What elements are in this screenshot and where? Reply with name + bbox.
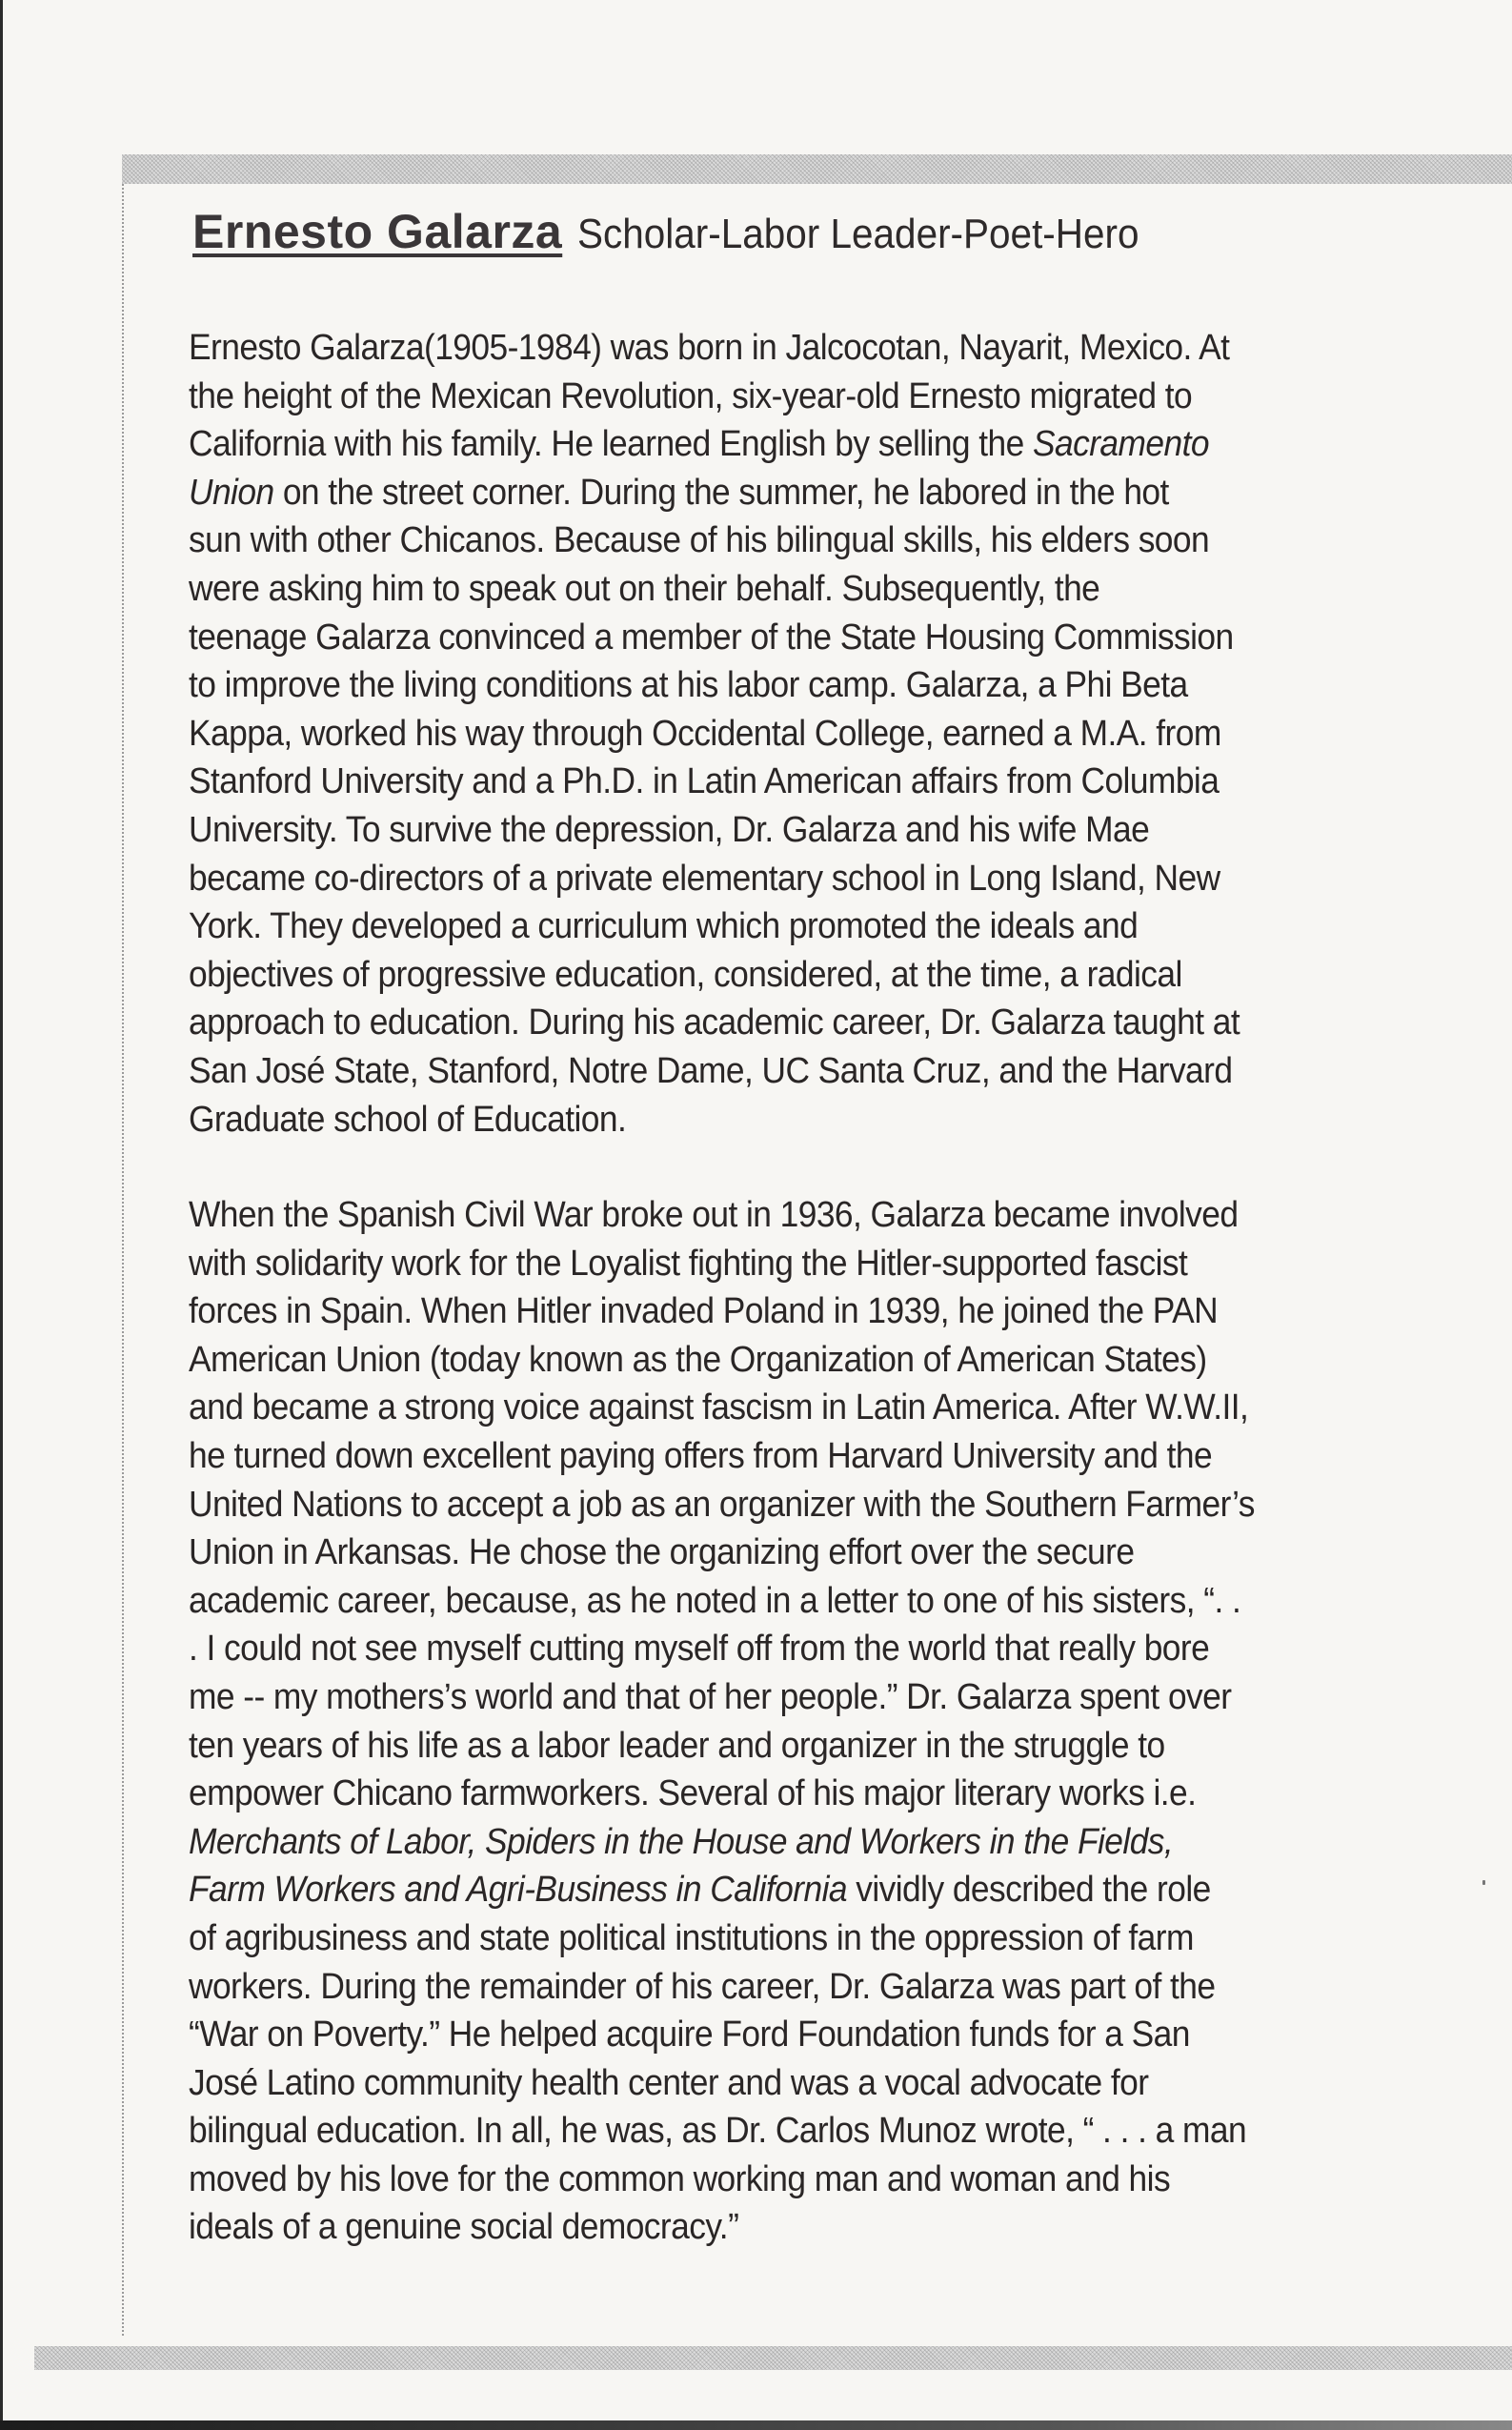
body-text-segment: sun with other Chicanos. Because of his bilingual skills, his elders soon xyxy=(189,520,1210,561)
body-text-segment: forces in Spain. When Hitler invaded Poland in 1939, he joined the PAN xyxy=(189,1291,1219,1332)
text-line xyxy=(189,710,1421,759)
body-text-segment: United Nations to accept a job as an organizer with the Southern Farmer’s xyxy=(189,1484,1255,1525)
bottom-shaded-bar xyxy=(34,2346,1512,2370)
body-text-segment: with solidarity work for the Loyalist fighting the Hitler-supported fascist xyxy=(189,1243,1188,1284)
body-text-segment: Graduate school of Education. xyxy=(189,1099,627,1140)
body-text-segment: the height of the Mexican Revolution, six-year-old Ernesto migrated to xyxy=(189,375,1193,416)
body-text-segment: San José State, Stanford, Notre Dame, UC Santa Cruz, and the Harvard xyxy=(189,1050,1233,1091)
paragraph-2 xyxy=(189,1191,1512,2252)
body-text-segment: Kappa, worked his way through Occidental College, earned a M.A. from xyxy=(189,713,1221,754)
body-text-segment: vividly described the role xyxy=(846,1870,1211,1911)
text-line xyxy=(189,661,1421,710)
text-line xyxy=(189,2156,1421,2204)
body-text-segment: academic career, because, as he noted in a letter to one of his sisters, “. . xyxy=(189,1580,1241,1621)
text-line xyxy=(189,999,1421,1047)
body-text-segment: Union in Arkansas. He chose the organizing effort over the secure xyxy=(189,1532,1135,1573)
text-line xyxy=(189,1866,1421,1914)
scan-page-edge-left xyxy=(0,0,3,2430)
body-text-segment: were asking him to speak out on their behalf. Subsequently, the xyxy=(189,568,1100,609)
title-subtitle: Scholar-Labor Leader-Poet-Hero xyxy=(577,211,1139,257)
paragraph-1 xyxy=(189,324,1512,1144)
text-line xyxy=(189,1529,1421,1577)
body-text-segment: teenage Galarza convinced a member of the State Housing Commission xyxy=(189,617,1234,658)
title-name: Ernesto Galarza xyxy=(192,205,563,258)
italic-title-text: Sacramento xyxy=(1032,424,1209,465)
body-text-segment: on the street corner. During the summer, he labored in the hot xyxy=(273,472,1169,513)
text-line xyxy=(189,516,1421,565)
text-line xyxy=(189,2011,1421,2059)
body-text-segment: York. They developed a curriculum which promoted the ideals and xyxy=(189,906,1139,947)
page-title xyxy=(192,204,1188,259)
body-text-segment: to improve the living conditions at his labor camp. Galarza, a Phi Beta xyxy=(189,665,1188,706)
text-line xyxy=(189,420,1421,469)
text-line xyxy=(189,1577,1421,1626)
text-line xyxy=(189,614,1421,662)
text-line xyxy=(189,1240,1421,1288)
body-text-segment: objectives of progressive education, considered, at the time, a radical xyxy=(189,954,1182,995)
body-text-segment: bilingual education. In all, he was, as Dr. Carlos Munoz wrote, “ . . . a man xyxy=(189,2111,1247,2152)
text-line xyxy=(189,373,1421,421)
body-text-segment: empower Chicano farmworkers. Several of his major literary works i.e. xyxy=(189,1773,1197,1814)
text-line xyxy=(189,758,1421,806)
text-line xyxy=(189,1625,1421,1673)
scan-speck xyxy=(1482,1880,1485,1885)
text-line xyxy=(189,1673,1421,1722)
body-text-segment: became co-directors of a private elementary school in Long Island, New xyxy=(189,858,1220,899)
text-line xyxy=(189,1047,1421,1096)
text-line xyxy=(189,806,1421,855)
text-line xyxy=(189,855,1421,903)
body-text-segment: Stanford University and a Ph.D. in Latin American affairs from Columbia xyxy=(189,761,1220,802)
text-line xyxy=(189,1914,1421,1963)
text-line xyxy=(189,1096,1421,1144)
text-line xyxy=(189,469,1421,517)
text-line xyxy=(189,1384,1421,1432)
body-text-segment: . I could not see myself cutting myself off from the world that really bore xyxy=(189,1629,1210,1670)
body-text-segment: “War on Poverty.” He helped acquire Ford Foundation funds for a San xyxy=(189,2015,1190,2055)
scan-page-edge-bottom xyxy=(0,2420,1512,2430)
body-text-segment: ideals of a genuine social democracy.” xyxy=(189,2207,739,2248)
text-line xyxy=(189,2203,1421,2252)
body-text-segment: of agribusiness and state political institutions in the oppression of farm xyxy=(189,1917,1194,1958)
body-text-segment: American Union (today known as the Organization of American States) xyxy=(189,1339,1207,1380)
body-text-segment: workers. During the remainder of his career, Dr. Galarza was part of the xyxy=(189,1966,1216,2007)
text-line xyxy=(189,324,1421,373)
body-text-segment: University. To survive the depression, Dr. Galarza and his wife Mae xyxy=(189,809,1150,850)
italic-title-text: Union xyxy=(189,472,274,513)
body-text-segment: moved by his love for the common working man and woman and his xyxy=(189,2158,1171,2199)
italic-title-text: Farm Workers and Agri-Business in California xyxy=(189,1870,847,1911)
body-text-segment: me -- my mothers’s world and that of her people.” Dr. Galarza spent over xyxy=(189,1676,1232,1717)
text-line xyxy=(189,1191,1421,1240)
body-text-segment: California with his family. He learned English by selling the xyxy=(189,424,1033,465)
text-line xyxy=(189,1770,1421,1818)
italic-title-text: Merchants of Labor, Spiders in the House and Workers in the Fields, xyxy=(189,1821,1174,1862)
text-line xyxy=(189,951,1421,1000)
text-line xyxy=(189,902,1421,951)
text-line xyxy=(189,1818,1421,1867)
text-line xyxy=(189,2107,1421,2156)
text-line xyxy=(189,1722,1421,1771)
text-line xyxy=(189,1963,1421,2012)
body-text-segment: José Latino community health center and was a vocal advocate for xyxy=(189,2062,1149,2103)
text-line xyxy=(189,1287,1421,1336)
body-text-segment: Ernesto Galarza(1905-1984) was born in Jalcocotan, Nayarit, Mexico. At xyxy=(189,328,1230,368)
text-line xyxy=(189,2059,1421,2108)
body-text-segment: When the Spanish Civil War broke out in 1936, Galarza became involved xyxy=(189,1195,1239,1235)
text-line xyxy=(189,1336,1421,1385)
body-text-segment: and became a strong voice against fascism in Latin America. After W.W.II, xyxy=(189,1387,1249,1428)
body-text-segment: he turned down excellent paying offers from Harvard University and the xyxy=(189,1435,1213,1476)
text-line xyxy=(189,565,1421,614)
top-shaded-bar xyxy=(122,154,1512,184)
text-line xyxy=(189,1481,1421,1529)
text-line xyxy=(189,1432,1421,1481)
box-left-border xyxy=(122,184,124,2336)
body-text-segment: approach to education. During his academic career, Dr. Galarza taught at xyxy=(189,1002,1240,1043)
body-text-segment: ten years of his life as a labor leader and organizer in the struggle to xyxy=(189,1725,1165,1766)
